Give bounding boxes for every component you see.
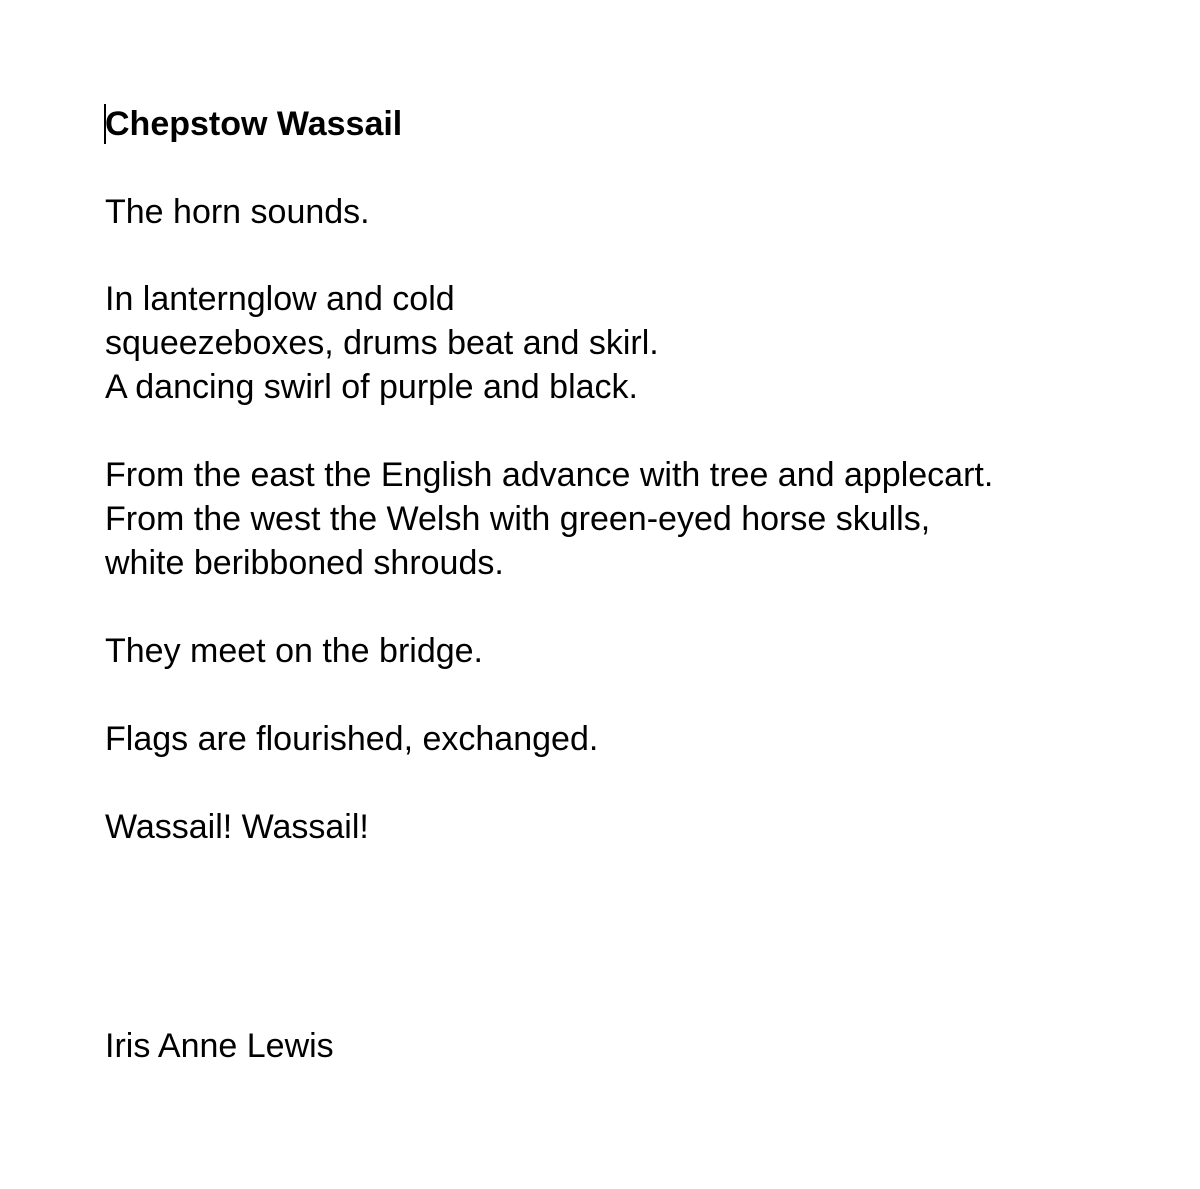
poem-line: A dancing swirl of purple and black. — [105, 368, 638, 406]
poem-line: In lanternglow and cold — [105, 280, 455, 318]
poem-line: Wassail! Wassail! — [105, 808, 369, 846]
poem-line: From the east the English advance with tree and applecart. — [105, 456, 994, 494]
poem-line: squeezeboxes, drums beat and skirl. — [105, 324, 659, 362]
author-name: Iris Anne Lewis — [105, 1027, 334, 1065]
poem-line: From the west the Welsh with green-eyed horse skulls, — [105, 500, 931, 538]
poem-line: white beribboned shrouds. — [105, 544, 504, 582]
poem-line: They meet on the bridge. — [105, 632, 484, 670]
poem-line: Flags are flourished, exchanged. — [105, 720, 599, 758]
poem-line: The horn sounds. — [105, 193, 370, 231]
poem-title: Chepstow Wassail — [105, 105, 403, 143]
